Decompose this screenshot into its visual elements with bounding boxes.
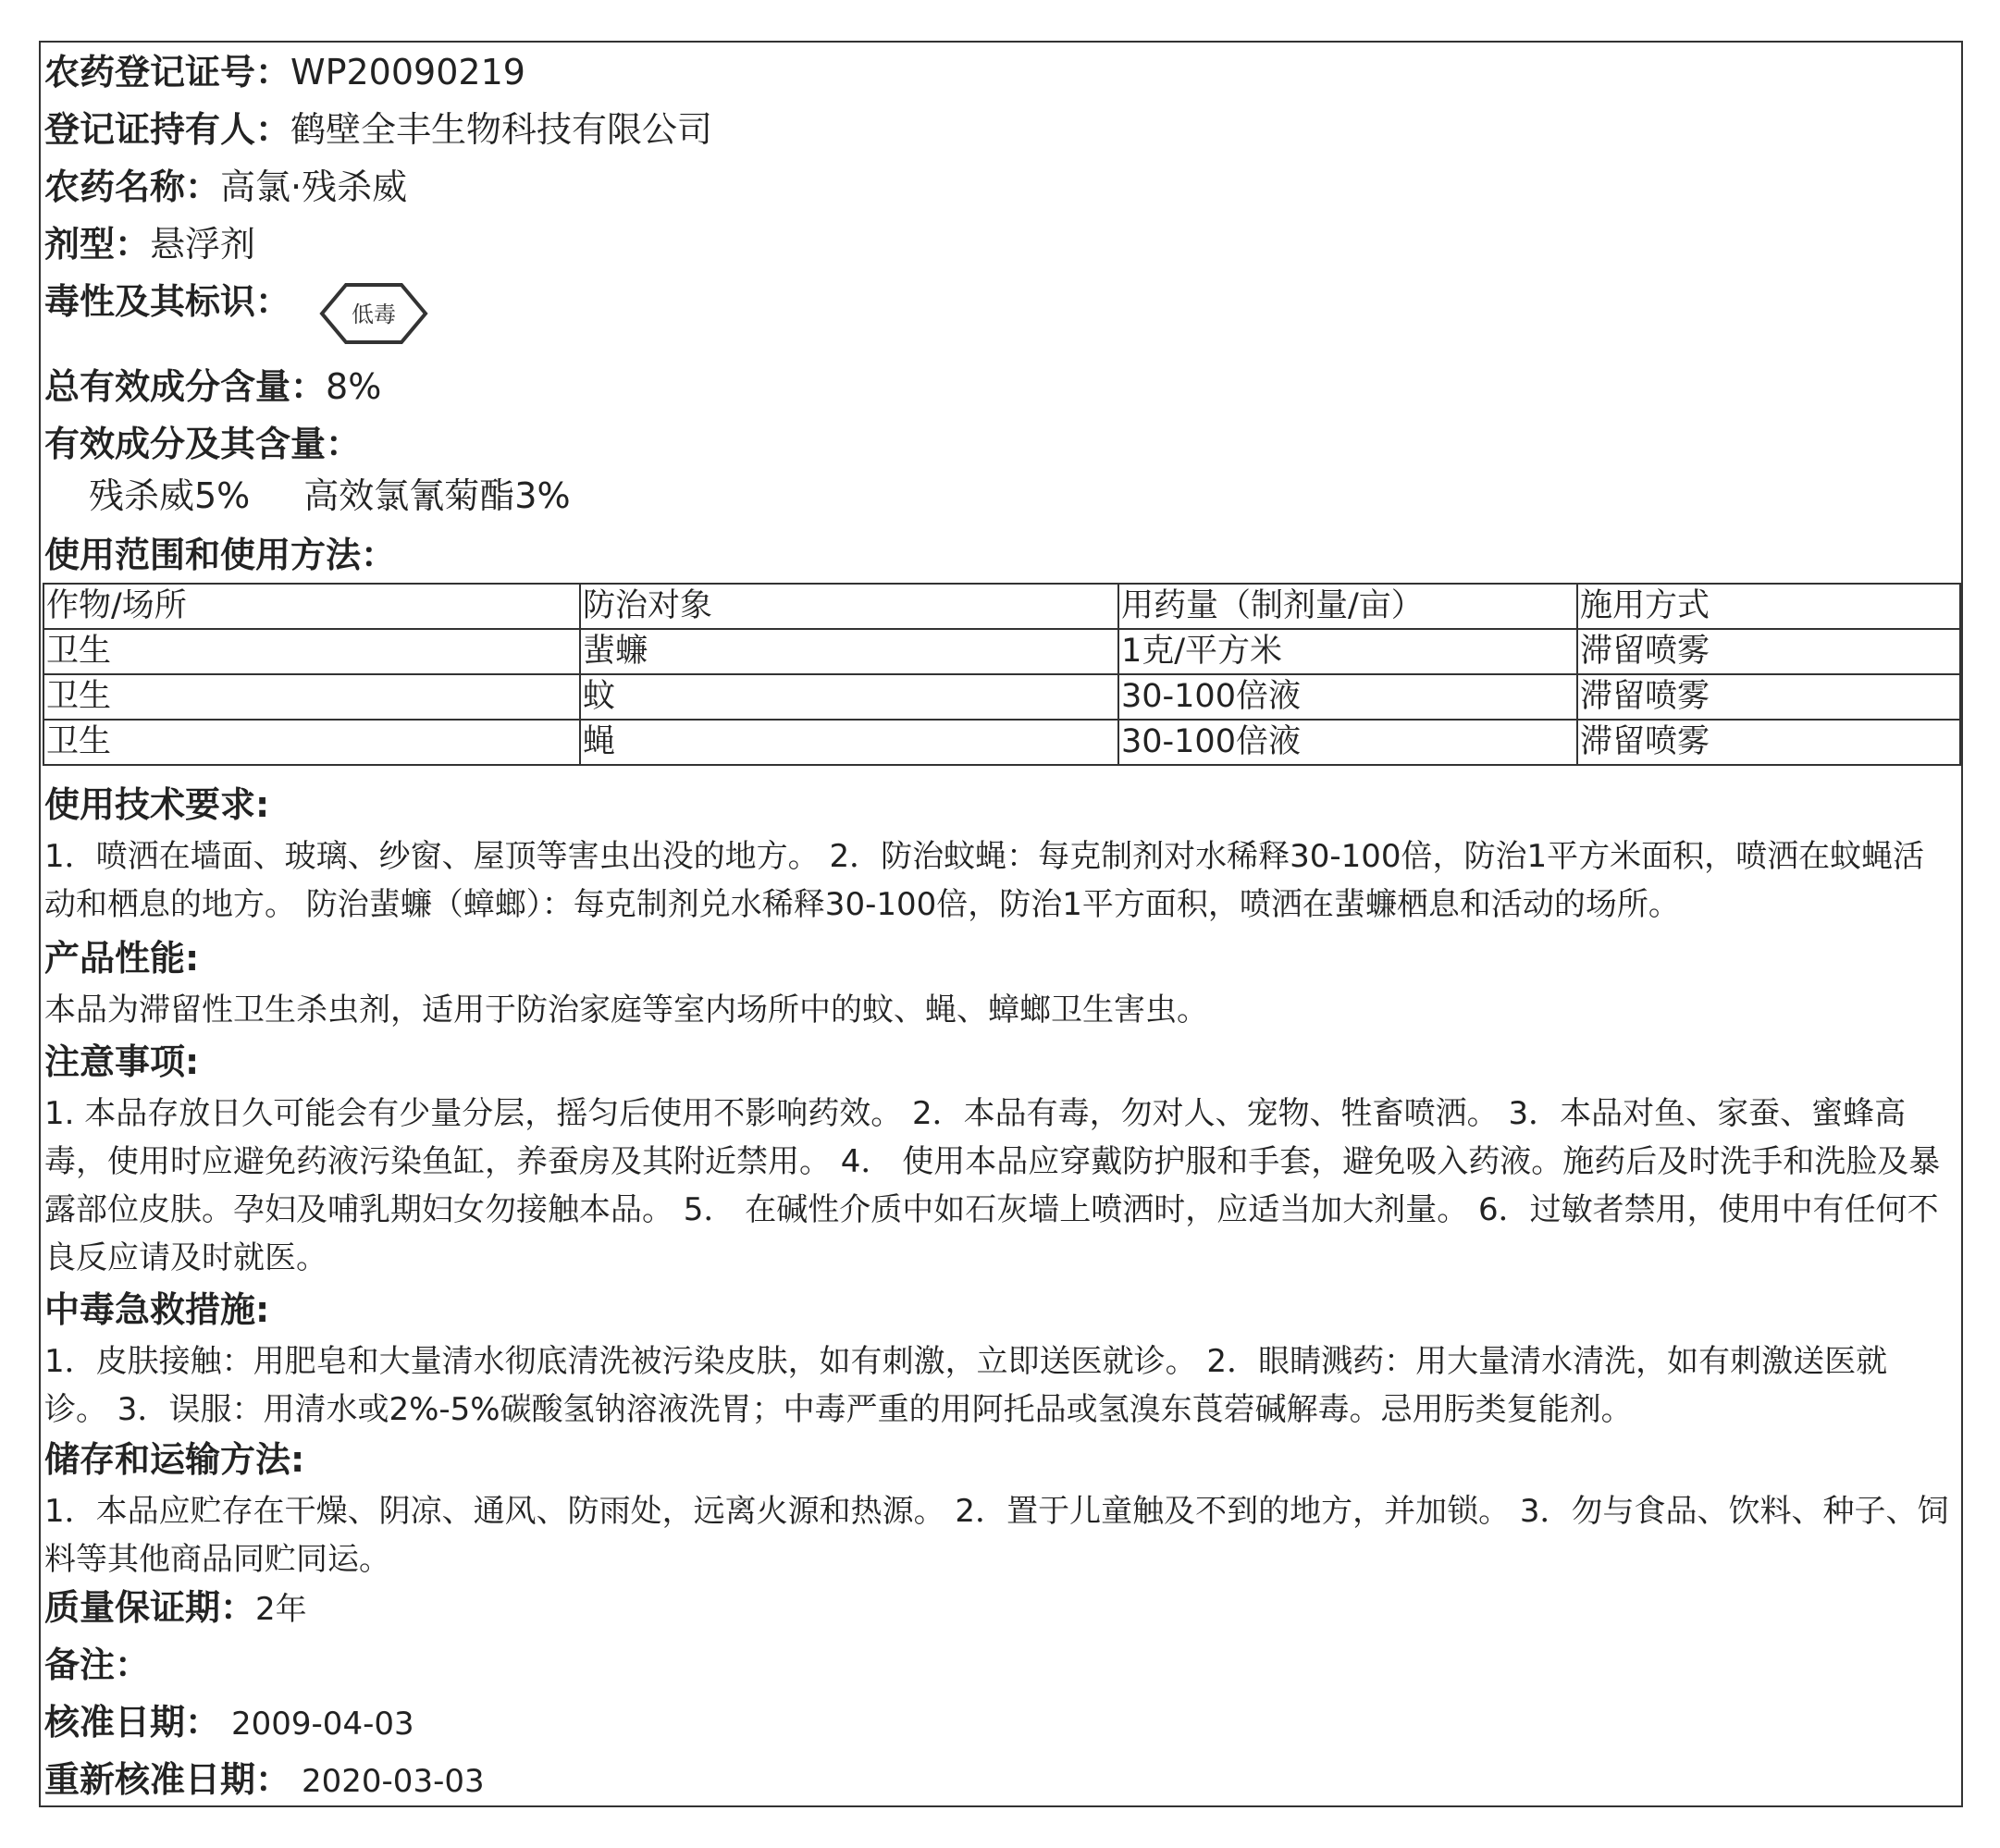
ingredient-item: 残杀威5% [89, 475, 251, 516]
warranty-label: 质量保证期： [44, 1587, 256, 1628]
ingredients-label: 有效成分及其含量： [44, 424, 362, 464]
precautions-text: 1. 本品存放日久可能会有少量分层，摇匀后使用不影响药效。 2．本品有毒，勿对人、宠物、牲畜喷洒。 3．本品对鱼、家蚕、蜜蜂高毒，使用时应避免药液污染鱼缸，养蚕房及其附近禁用。 4． 使用本品应穿戴防护服和手套，避免吸入药液。施药后及时洗手和洗脸及暴露部位皮肤。孕妇及哺乳期妇女勿接触本品。 5． 在碱性介质中如石灰墙上喷洒时，应适当加大剂量。 6．过敏者禁用，使用中有任何不良反应请及时就医。 [44, 1095, 1941, 1276]
precautions-heading [44, 1041, 199, 1082]
total-content-label: 总有效成分含量： [44, 366, 327, 407]
table-cell: 卫生 [43, 720, 580, 765]
table-cell: 滞留喷雾 [1577, 674, 1960, 720]
toxicity-label: 毒性及其标识： [44, 281, 291, 322]
reapproval-date-value: 2020-03-03 [302, 1763, 485, 1800]
pesticide-name-value: 高氯·残杀威 [220, 166, 408, 207]
table-row [43, 629, 1960, 674]
total-content-row [44, 366, 381, 407]
formulation-label: 剂型： [44, 224, 151, 265]
table-cell: 滞留喷雾 [1577, 629, 1960, 674]
tech-requirements-heading [44, 784, 269, 825]
storage-heading [44, 1439, 304, 1480]
storage-text: 1．本品应贮存在干燥、阴凉、通风、防雨处，远离火源和热源。 2．置于儿童触及不到的地方，并加锁。 3．勿与食品、饮料、种子、饲料等其他商品同贮同运。 [44, 1493, 1949, 1578]
ingredients-list [89, 474, 571, 518]
tech-requirements-label: 使用技术要求: [44, 784, 270, 825]
formulation-value: 悬浮剂 [150, 224, 256, 265]
warranty-row [44, 1587, 307, 1630]
total-content-value: 8% [326, 366, 382, 407]
first-aid-text: 1．皮肤接触：用肥皂和大量清水彻底清洗被污染皮肤，如有刺激，立即送医就诊。 2．眼睛溅药：用大量清水清洗，如有刺激送医就诊。 3．误服：用清水或2%-5%碳酸氢钠溶液洗胃；中毒严重的用阿托品或氢溴东莨菪碱解毒。忌用肟类复能剂。 [44, 1343, 1888, 1428]
pesticide-name-label: 农药名称： [44, 166, 221, 207]
reapproval-date-row [44, 1759, 485, 1802]
table-cell: 30-100倍液 [1118, 720, 1577, 765]
storage-label: 储存和运输方法: [44, 1439, 305, 1480]
performance-heading [44, 938, 199, 979]
registration-no-value: WP20090219 [290, 52, 525, 92]
table-header-cell: 作物/场所 [43, 584, 580, 629]
toxicity-badge-text: 低毒 [352, 302, 396, 327]
remarks-row [44, 1645, 150, 1685]
first-aid-heading [44, 1289, 269, 1330]
usage-label: 使用范围和使用方法： [44, 535, 397, 575]
ingredient-item: 高效氯氰菊酯3% [303, 475, 571, 516]
table-cell: 蝇 [580, 720, 1118, 765]
low-toxicity-diamond-icon [318, 279, 429, 348]
table-header-cell: 用药量（制剂量/亩） [1118, 584, 1577, 629]
registration-no-label: 农药登记证号： [44, 52, 291, 92]
holder-label: 登记证持有人： [44, 109, 291, 150]
table-cell: 蜚蠊 [580, 629, 1118, 674]
remarks-label: 备注： [44, 1645, 151, 1685]
usage-table [43, 583, 1961, 766]
table-header-row [43, 584, 1960, 629]
toxicity-row [44, 281, 290, 322]
registration-no-row [44, 52, 525, 92]
tech-requirements-text: 1．喷洒在墙面、玻璃、纱窗、屋顶等害虫出没的地方。 2．防治蚊蝇：每克制剂对水稀释30-100倍，防治1平方米面积，喷洒在蚊蝇活动和栖息的地方。 防治蜚蠊（蟑螂）：每克制剂兑水稀释30-100倍，防治1平方面积，喷洒在蜚蠊栖息和活动的场所。 [44, 838, 1925, 923]
table-cell: 卫生 [43, 674, 580, 720]
first-aid-label: 中毒急救措施: [44, 1289, 270, 1330]
precautions-label: 注意事项: [44, 1041, 200, 1082]
reapproval-date-label: 重新核准日期： [44, 1759, 291, 1800]
holder-value: 鹤壁全丰生物科技有限公司 [290, 109, 713, 150]
approval-date-label: 核准日期： [44, 1702, 221, 1743]
table-row [43, 720, 1960, 765]
pesticide-name-row [44, 166, 407, 207]
table-cell: 1克/平方米 [1118, 629, 1577, 674]
warranty-value: 2年 [255, 1591, 307, 1628]
formulation-row [44, 224, 255, 265]
performance-text: 本品为滞留性卫生杀虫剂，适用于防治家庭等室内场所中的蚊、蝇、蟑螂卫生害虫。 [44, 992, 1208, 1029]
table-cell: 卫生 [43, 629, 580, 674]
table-cell: 蚊 [580, 674, 1118, 720]
ingredients-heading [44, 424, 361, 464]
table-cell: 30-100倍液 [1118, 674, 1577, 720]
table-row [43, 674, 1960, 720]
table-header-cell: 施用方式 [1577, 584, 1960, 629]
usage-heading [44, 535, 396, 575]
performance-label: 产品性能: [44, 938, 200, 979]
table-header-cell: 防治对象 [580, 584, 1118, 629]
approval-date-value: 2009-04-03 [231, 1706, 414, 1743]
table-cell: 滞留喷雾 [1577, 720, 1960, 765]
holder-row [44, 109, 712, 150]
approval-date-row [44, 1702, 414, 1744]
